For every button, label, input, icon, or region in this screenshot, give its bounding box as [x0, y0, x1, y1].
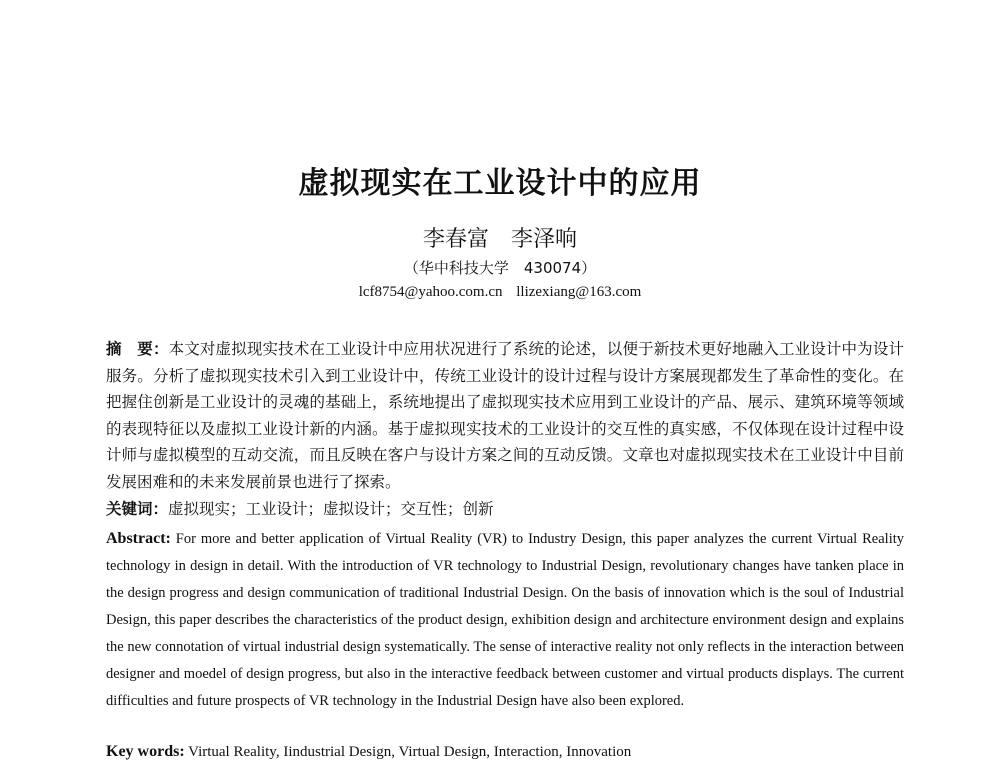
keywords-chinese-text: 虚拟现实；工业设计；虚拟设计；交互性；创新 [168, 500, 494, 518]
author-emails [0, 284, 1000, 301]
abstract-chinese-text: 本文对虚拟现实技术在工业设计中应用状况进行了系统的论述，以便于新技术更好地融入工业设计中为设计服务。分析了虚拟现实技术引入到工业设计中，传统工业设计的设计过程与设计方案展现都发生了革命性的变化。在把握住创新是工业设计的灵魂的基础上，系统地提出了虚拟现实技术应用到工业设计的产品、展示、建筑环境等领域的表现特征以及虚拟工业设计新的内涵。基于虚拟现实技术的工业设计的交互性的真实感，不仅体现在设计过程中设计师与虚拟模型的互动交流，而且反映在客户与设计方案之间的互动反馈。文章也对虚拟现实技术在工业设计中目前发展困难和的未来发展前景也进行了探索。 [106, 340, 904, 491]
abstract-english-text: For more and better application of Virtual Reality (VR) to Industry Design, this paper analyzes the current Virtual Reality technology in design in detail. With the introduction of VR technology to Industrial Design, revolutionary changes have tanken place in the design progress and design communication of traditional Industrial Design. On the basis of innovation which is the soul of Industrial Design, this paper describes the characteristics of the product design, exhibition design and architecture environment design and explains the new connotation of virtual industrial design systematically. The sense of interactive reality not only reflects in the interaction between designer and moedel of design progress, but also in the interactive feedback between customer and virtual products displays. The current difficulties and future prospects of VR technology in the Industrial Design have also been explored. [106, 531, 904, 709]
author-email-2: llizexiang@163.com [516, 284, 642, 300]
paper-authors: 李春富 李泽响 [422, 227, 577, 252]
abstract-english-label: Abstract: [106, 530, 171, 547]
keywords-english-text: Virtual Reality, Iindustrial Design, Virtual Design, Interaction, Innovation [188, 744, 632, 760]
keywords-chinese-label: 关键词： [106, 500, 169, 518]
keywords-chinese [106, 496, 904, 522]
author-email-1: lcf8754@yahoo.com.cn [358, 284, 503, 300]
abstract-chinese-label: 摘 要： [106, 340, 169, 358]
paper-title: 虚拟现实在工业设计中的应用 [298, 166, 702, 201]
keywords-english-label: Key words: [106, 743, 185, 760]
abstract-english [106, 525, 904, 715]
author-affiliation: （华中科技大学 430074） [403, 259, 597, 277]
abstract-chinese [106, 336, 904, 495]
